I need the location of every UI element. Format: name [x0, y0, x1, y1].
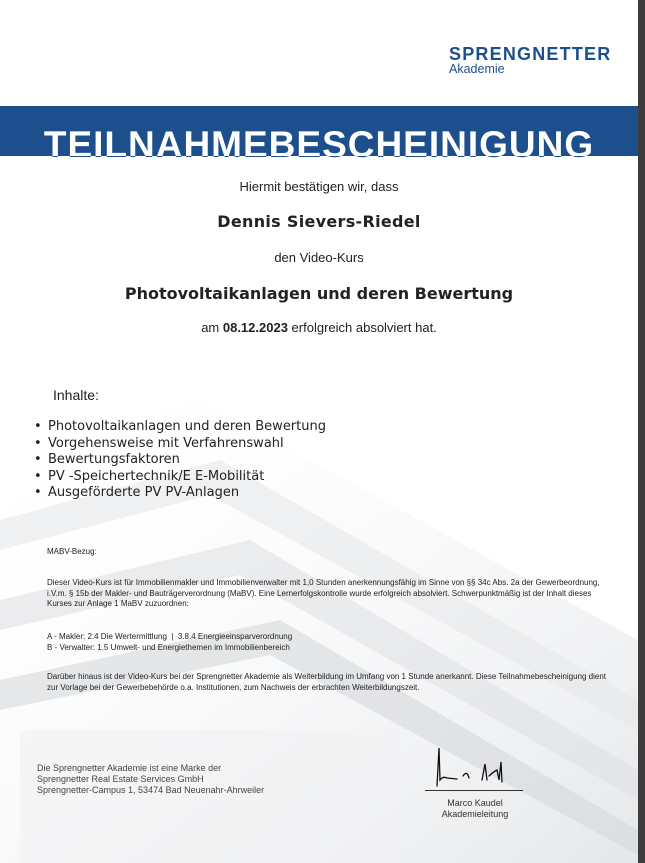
footer-line-2: Sprengnetter Real Estate Services GmbH — [37, 774, 204, 784]
logo-sub-text: Akademie — [449, 62, 505, 76]
participant-name: Dennis Sievers-Riedel — [217, 212, 421, 231]
mabv-heading: MABV-Bezug: — [47, 547, 97, 556]
signatory-role: Akademieleitung — [441, 809, 509, 819]
handwritten-signature — [427, 740, 537, 796]
course-title: Photovoltaikanlagen und deren Bewertung — [124, 284, 514, 303]
list-item: • Photovoltaikanlagen und deren Bewertung — [31, 419, 326, 436]
mabv-line-a: A - Makler: 2.4 Die Wertermittlung | 3.8.4 Energieeinsparverordnung — [47, 632, 293, 641]
mabv-text: Dieser Video-Kurs ist für Immobilienmakler und Immobilienverwalter mit 1,0 Stunden anerkennungsfähig im Sinne von §§ 34c Abs. 2a der Gewerbeordnung, i.V.m. § 15b der Makler- und Bauträgerverordnung (MaBV). Eine Lernerfolgskontrolle wurde erfolgreich absolviert. Schwerpunktmäßig ist der Inhalt dieses Kurses zur Anlage 1 MaBV zuzuordnen: — [47, 578, 600, 608]
footer-company-info — [37, 763, 264, 796]
intro-text: Hiermit bestätigen wir, dass — [239, 179, 399, 194]
completion-suffix: erfolgreich absolviert hat. — [287, 320, 437, 335]
list-item: • Vorgehensweise mit Verfahrenswahl — [31, 436, 326, 453]
contents-heading: Inhalte: — [53, 387, 99, 403]
contents-list — [31, 419, 326, 502]
footer-line-1: Die Sprengnetter Akademie ist eine Marke der — [37, 763, 222, 773]
list-item: • Bewertungsfaktoren — [31, 452, 326, 469]
logo-brand-text: SPRENGNETTER — [449, 44, 612, 64]
certificate-title: TEILNAHMEBESCHEINIGUNG — [43, 125, 595, 163]
list-item: • Ausgeförderte PV PV-Anlagen — [31, 485, 326, 502]
sprengnetter-logo — [447, 40, 612, 80]
completion-date: 08.12.2023 — [222, 320, 288, 335]
completion-line — [0, 320, 638, 335]
mabv-extra-text: Darüber hinaus ist der Video-Kurs bei der Sprengnetter Akademie als Weiterbildung im Umfang von 1 Stunde anerkannt. Diese Teilnahmebescheinigung dient zur Vorlage bei der Gewerbebehörde o.a. Institutionen, zum Nachweis der erbrachten Weiterbildungszeit. — [47, 672, 606, 692]
signatory-block — [425, 798, 525, 820]
mabv-assignments — [47, 632, 292, 653]
list-item: • PV -Speichertechnik/E E-Mobilität — [31, 469, 326, 486]
footer-line-3: Sprengnetter-Campus 1, 53474 Bad Neuenahr-Ahrweiler — [37, 785, 265, 795]
mabv-line-b: B - Verwalter: 1.5 Umwelt- und Energiethemen im Immobilienbereich — [47, 642, 290, 652]
signature-line — [425, 790, 523, 791]
course-intro-text: den Video-Kurs — [274, 250, 364, 265]
completion-prefix: am — [201, 320, 223, 335]
page-edge-border — [638, 0, 645, 863]
signatory-name: Marco Kaudel — [447, 798, 503, 808]
